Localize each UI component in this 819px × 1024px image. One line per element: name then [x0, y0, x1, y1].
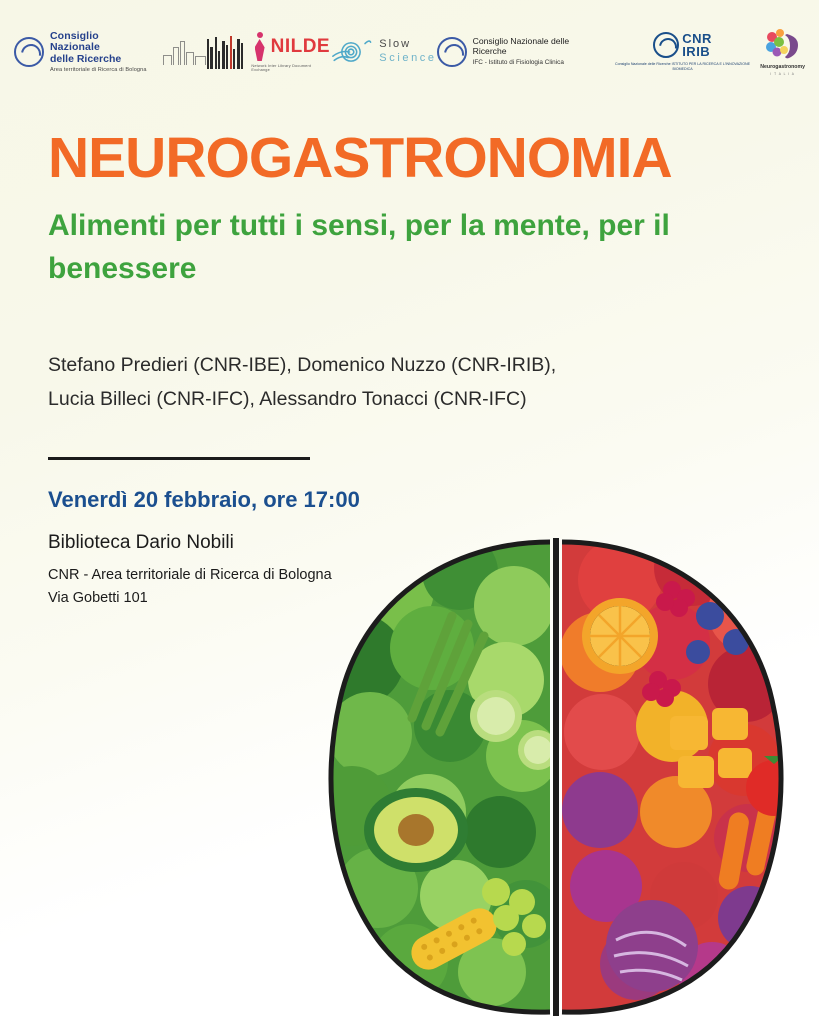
brain-left-hemisphere	[300, 520, 560, 1020]
cnr-ifc-logo-icon	[437, 37, 467, 67]
logo-cnr	[14, 31, 207, 73]
logo-nilde	[207, 32, 330, 72]
barcode-icon	[207, 35, 244, 69]
brain-food-illustration	[300, 520, 812, 1020]
cnr-irib-logo-icon	[653, 32, 679, 58]
divider-rule	[48, 457, 310, 460]
cnr-ifc-line1: Consiglio Nazionale delle Ricerche	[472, 36, 570, 57]
event-address	[48, 564, 332, 610]
nilde-figure-icon	[252, 32, 268, 62]
snail-swirl-icon	[330, 35, 372, 69]
page-title: NEUROGASTRONOMIA	[48, 126, 672, 190]
cnr-irib-word2: IRIB	[682, 44, 711, 60]
cnr-irib-caption: Consiglio Nazionale delle Ricerche ISTITUTO PER LA RICERCA E L'INNOVAZIONE BIOMEDICA	[615, 62, 751, 71]
page-subtitle: Alimenti per tutti i sensi, per la mente, per il benessere	[48, 209, 670, 285]
logo-slow-science	[330, 35, 436, 69]
event-datetime: Venerdì 20 febbraio, ore 17:00	[48, 487, 360, 512]
cnr-logo-text	[50, 31, 151, 73]
cnr-irib-word1: CNR	[682, 31, 712, 47]
nilde-word: NILDE	[270, 36, 331, 57]
neurogastronomy-name: Neurogastronomy	[760, 64, 805, 70]
authors-line-2: Lucia Billeci (CNR-IFC), Alessandro Tonacci (CNR-IFC)	[48, 388, 527, 411]
brain-right-hemisphere	[552, 520, 812, 1020]
event-address-line-1: CNR - Area territoriale di Ricerca di Bologna	[48, 567, 332, 583]
event-venue: Biblioteca Dario Nobili	[48, 532, 234, 553]
cnr-logo-line1: Consiglio Nazionale	[50, 29, 100, 54]
authors-block	[48, 348, 748, 416]
bologna-skyline-icon	[163, 39, 207, 65]
cnr-ifc-line2: IFC - Istituto di Fisiologia Clinica	[472, 59, 564, 67]
cnr-logo-line2: delle Ricerche	[50, 52, 122, 65]
brain-artwork	[300, 520, 812, 1020]
nilde-wordmark	[251, 32, 330, 72]
cnr-logo-icon	[14, 37, 44, 67]
authors-line-1: Stefano Predieri (CNR-IBE), Domenico Nuzzo (CNR-IRIB),	[48, 354, 557, 376]
science-word: Science	[379, 52, 437, 64]
slow-science-wordmark	[379, 38, 436, 66]
logo-cnr-irib	[605, 32, 761, 72]
logo-bar	[0, 22, 819, 82]
nilde-sub: Network Inter Library Document Exchange	[251, 64, 312, 72]
logo-neurogastronomy	[760, 28, 805, 76]
event-address-line-2: Via Gobetti 101	[48, 590, 148, 607]
neurogastronomy-brain-icon	[763, 28, 803, 62]
neurogastronomy-sub: I T A L I A	[770, 72, 795, 76]
cnr-ifc-logo-text	[473, 37, 605, 66]
logo-cnr-ifc	[437, 37, 605, 67]
cnr-logo-caption: Area territoriale di Ricerca di Bologna	[50, 66, 147, 73]
slow-word: Slow	[379, 38, 412, 51]
